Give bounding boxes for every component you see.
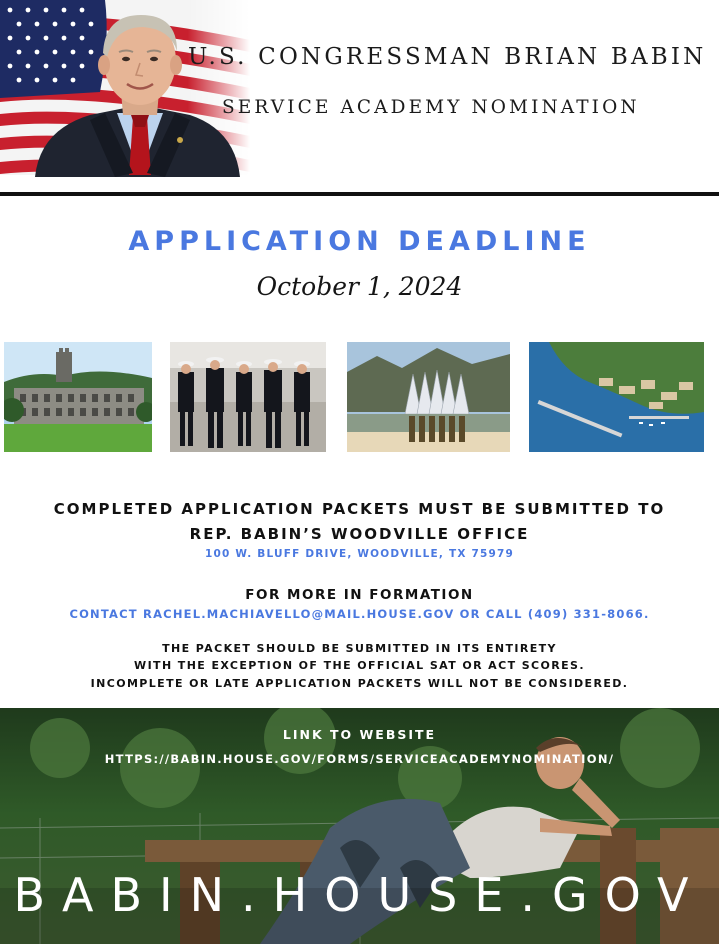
deadline-label: APPLICATION DEADLINE: [128, 226, 591, 257]
office-address: 100 W. BLUFF DRIVE, WOODVILLE, TX 75979: [204, 548, 515, 560]
info-heading: FOR MORE IN FORMATION: [245, 587, 474, 603]
submission-line-1: COMPLETED APPLICATION PACKETS MUST BE SUBMITTED TO: [53, 500, 666, 518]
air-force-academy-chapel-photo: [347, 342, 510, 452]
header-subtitle: SERVICE ACADEMY NOMINATION: [222, 97, 640, 118]
header-title: U.S. CONGRESSMAN BRIAN BABIN: [188, 44, 707, 70]
congressman-portrait: [35, 5, 245, 177]
link-label: LINK TO WEBSITE: [282, 727, 437, 742]
note-line-2: WITH THE EXCEPTION OF THE OFFICIAL SAT OR ACT SCORES.: [134, 659, 585, 672]
note-line-1: THE PACKET SHOULD BE SUBMITTED IN ITS ENTIRETY: [162, 642, 557, 655]
website-link[interactable]: HTTPS://BABIN.HOUSE.GOV/FORMS/SERVICEACADEMYNOMINATION/: [104, 752, 615, 766]
deadline-date: October 1, 2024: [256, 272, 463, 301]
submission-line-2: REP. BABIN’S WOODVILLE OFFICE: [189, 525, 530, 543]
header-divider: [0, 192, 719, 196]
site-name: BABIN.HOUSE.GOV: [13, 868, 706, 922]
note-line-3: INCOMPLETE OR LATE APPLICATION PACKETS WILL NOT BE CONSIDERED.: [90, 677, 629, 690]
header: [0, 0, 719, 192]
naval-cadets-marching-photo: [170, 342, 326, 452]
west-point-campus-photo: [4, 342, 152, 452]
coast-guard-academy-waterfront-photo: [529, 342, 704, 452]
contact-info: CONTACT RACHEL.MACHIAVELLO@MAIL.HOUSE.GOV OR CALL (409) 331-8066.: [69, 607, 650, 621]
